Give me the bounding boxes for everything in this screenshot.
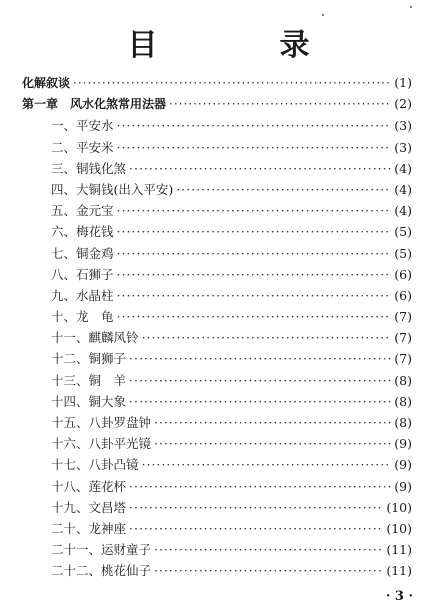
dot-leader (117, 288, 392, 303)
entry-label: 三、铜钱化煞 (51, 160, 127, 176)
dot-leader (117, 203, 392, 218)
dot-leader (129, 521, 383, 536)
entry-page: (1) (394, 75, 412, 90)
entry-page: (10) (386, 499, 412, 515)
entry-label: 化解叙谈 (22, 76, 71, 90)
toc-entry[interactable] (22, 116, 412, 137)
dot-leader (154, 436, 391, 451)
toc-entry[interactable] (22, 349, 412, 370)
entry-page: (4) (394, 181, 412, 197)
toc-entry[interactable] (22, 244, 412, 265)
entry-label: 十六、八卦平光镜 (51, 436, 152, 452)
entry-page: (6) (394, 287, 412, 303)
entry-page: (5) (394, 245, 412, 261)
dot-leader (142, 330, 392, 345)
entry-label: 十七、八卦凸镜 (51, 457, 139, 473)
entry-page: (9) (394, 457, 412, 473)
entry-page: (11) (386, 542, 412, 558)
toc-entry[interactable] (22, 434, 412, 455)
entry-label: 一、平安水 (51, 118, 114, 134)
entry-label: 六、梅花钱 (51, 224, 114, 240)
toc-entry[interactable] (22, 392, 412, 413)
toc-entry[interactable] (22, 455, 412, 476)
toc-entry[interactable] (22, 222, 412, 243)
toc-entry[interactable] (22, 159, 412, 180)
dot-leader (117, 267, 392, 282)
dot-leader (117, 118, 392, 133)
entry-label: 二十、龙神座 (51, 520, 127, 536)
entry-page: (3) (394, 139, 412, 155)
dot-leader (129, 394, 391, 409)
entry-page: (7) (394, 351, 412, 367)
dot-leader (129, 161, 391, 176)
entry-page: (7) (394, 309, 412, 325)
toc-entry[interactable] (22, 138, 412, 159)
dot-leader (154, 542, 383, 557)
entry-page: (7) (394, 330, 412, 346)
toc-entry[interactable] (22, 328, 412, 349)
entry-page: (2) (394, 96, 412, 112)
scan-speck (322, 14, 324, 16)
dot-leader (117, 246, 392, 261)
dot-leader (129, 500, 383, 515)
entry-label: 十五、八卦罗盘钟 (51, 415, 152, 430)
entry-page: (4) (394, 203, 412, 219)
entry-label: 第一章 风水化煞常用法器 (22, 97, 167, 112)
entry-page: (8) (394, 393, 412, 409)
entry-page: (3) (394, 118, 412, 134)
toc-entry[interactable] (22, 307, 412, 328)
toc-entry[interactable] (22, 561, 412, 582)
entry-label: 四、大铜钱(出入平安) (51, 181, 174, 197)
toc-entry[interactable] (22, 371, 412, 392)
entry-page: (10) (386, 520, 412, 536)
toc-entry[interactable] (22, 477, 412, 498)
entry-page: (9) (394, 436, 412, 452)
dot-leader (117, 224, 392, 239)
entry-label: 十八、莲花杯 (51, 478, 127, 494)
dot-leader (142, 457, 392, 472)
toc-entry[interactable] (22, 540, 412, 561)
toc-entry[interactable] (22, 201, 412, 222)
entry-label: 十四、铜大象 (51, 393, 127, 409)
toc-entry[interactable] (22, 180, 412, 201)
entry-page: (4) (394, 160, 412, 176)
scan-speck (410, 6, 412, 8)
entry-page: (5) (394, 224, 412, 240)
dot-leader (73, 76, 391, 90)
entry-page: (9) (394, 478, 412, 494)
dot-leader (117, 140, 392, 155)
entry-page: (6) (394, 266, 412, 282)
dot-leader (154, 415, 391, 430)
entry-label: 十一、麒麟风铃 (51, 330, 139, 346)
entry-label: 二十二、桃花仙子 (51, 563, 152, 579)
entry-label: 二十一、运财童子 (51, 542, 152, 558)
entry-label: 五、金元宝 (51, 203, 114, 219)
toc-entry[interactable] (22, 265, 412, 286)
page-number: · 3 · (385, 589, 413, 604)
toc-entry[interactable] (22, 519, 412, 540)
dot-leader (154, 563, 383, 578)
entry-label: 八、石狮子 (51, 266, 114, 282)
toc-entry-intro[interactable] (22, 74, 412, 95)
dot-leader (117, 309, 392, 324)
dot-leader (129, 479, 391, 494)
toc-entry[interactable] (22, 498, 412, 519)
toc-entry[interactable] (22, 413, 412, 434)
table-of-contents (22, 74, 412, 583)
toc-entry-chapter-1[interactable] (22, 95, 412, 116)
entry-page: (8) (394, 415, 412, 430)
dot-leader (176, 182, 391, 197)
entry-label: 十二、铜狮子 (51, 351, 127, 367)
entry-page: (11) (386, 563, 412, 579)
entry-label: 九、水晶柱 (51, 287, 114, 303)
toc-entry[interactable] (22, 286, 412, 307)
dot-leader (129, 373, 391, 388)
entry-label: 十三、铜 羊 (51, 372, 127, 388)
entry-label: 十、龙 龟 (51, 309, 114, 325)
entry-label: 七、铜金鸡 (51, 245, 114, 261)
dot-leader (129, 351, 391, 366)
page-title: 目 录 (127, 28, 356, 63)
entry-label: 十九、文昌塔 (51, 499, 127, 515)
dot-leader (169, 97, 391, 111)
entry-page: (8) (394, 372, 412, 388)
entry-label: 二、平安米 (51, 139, 114, 155)
